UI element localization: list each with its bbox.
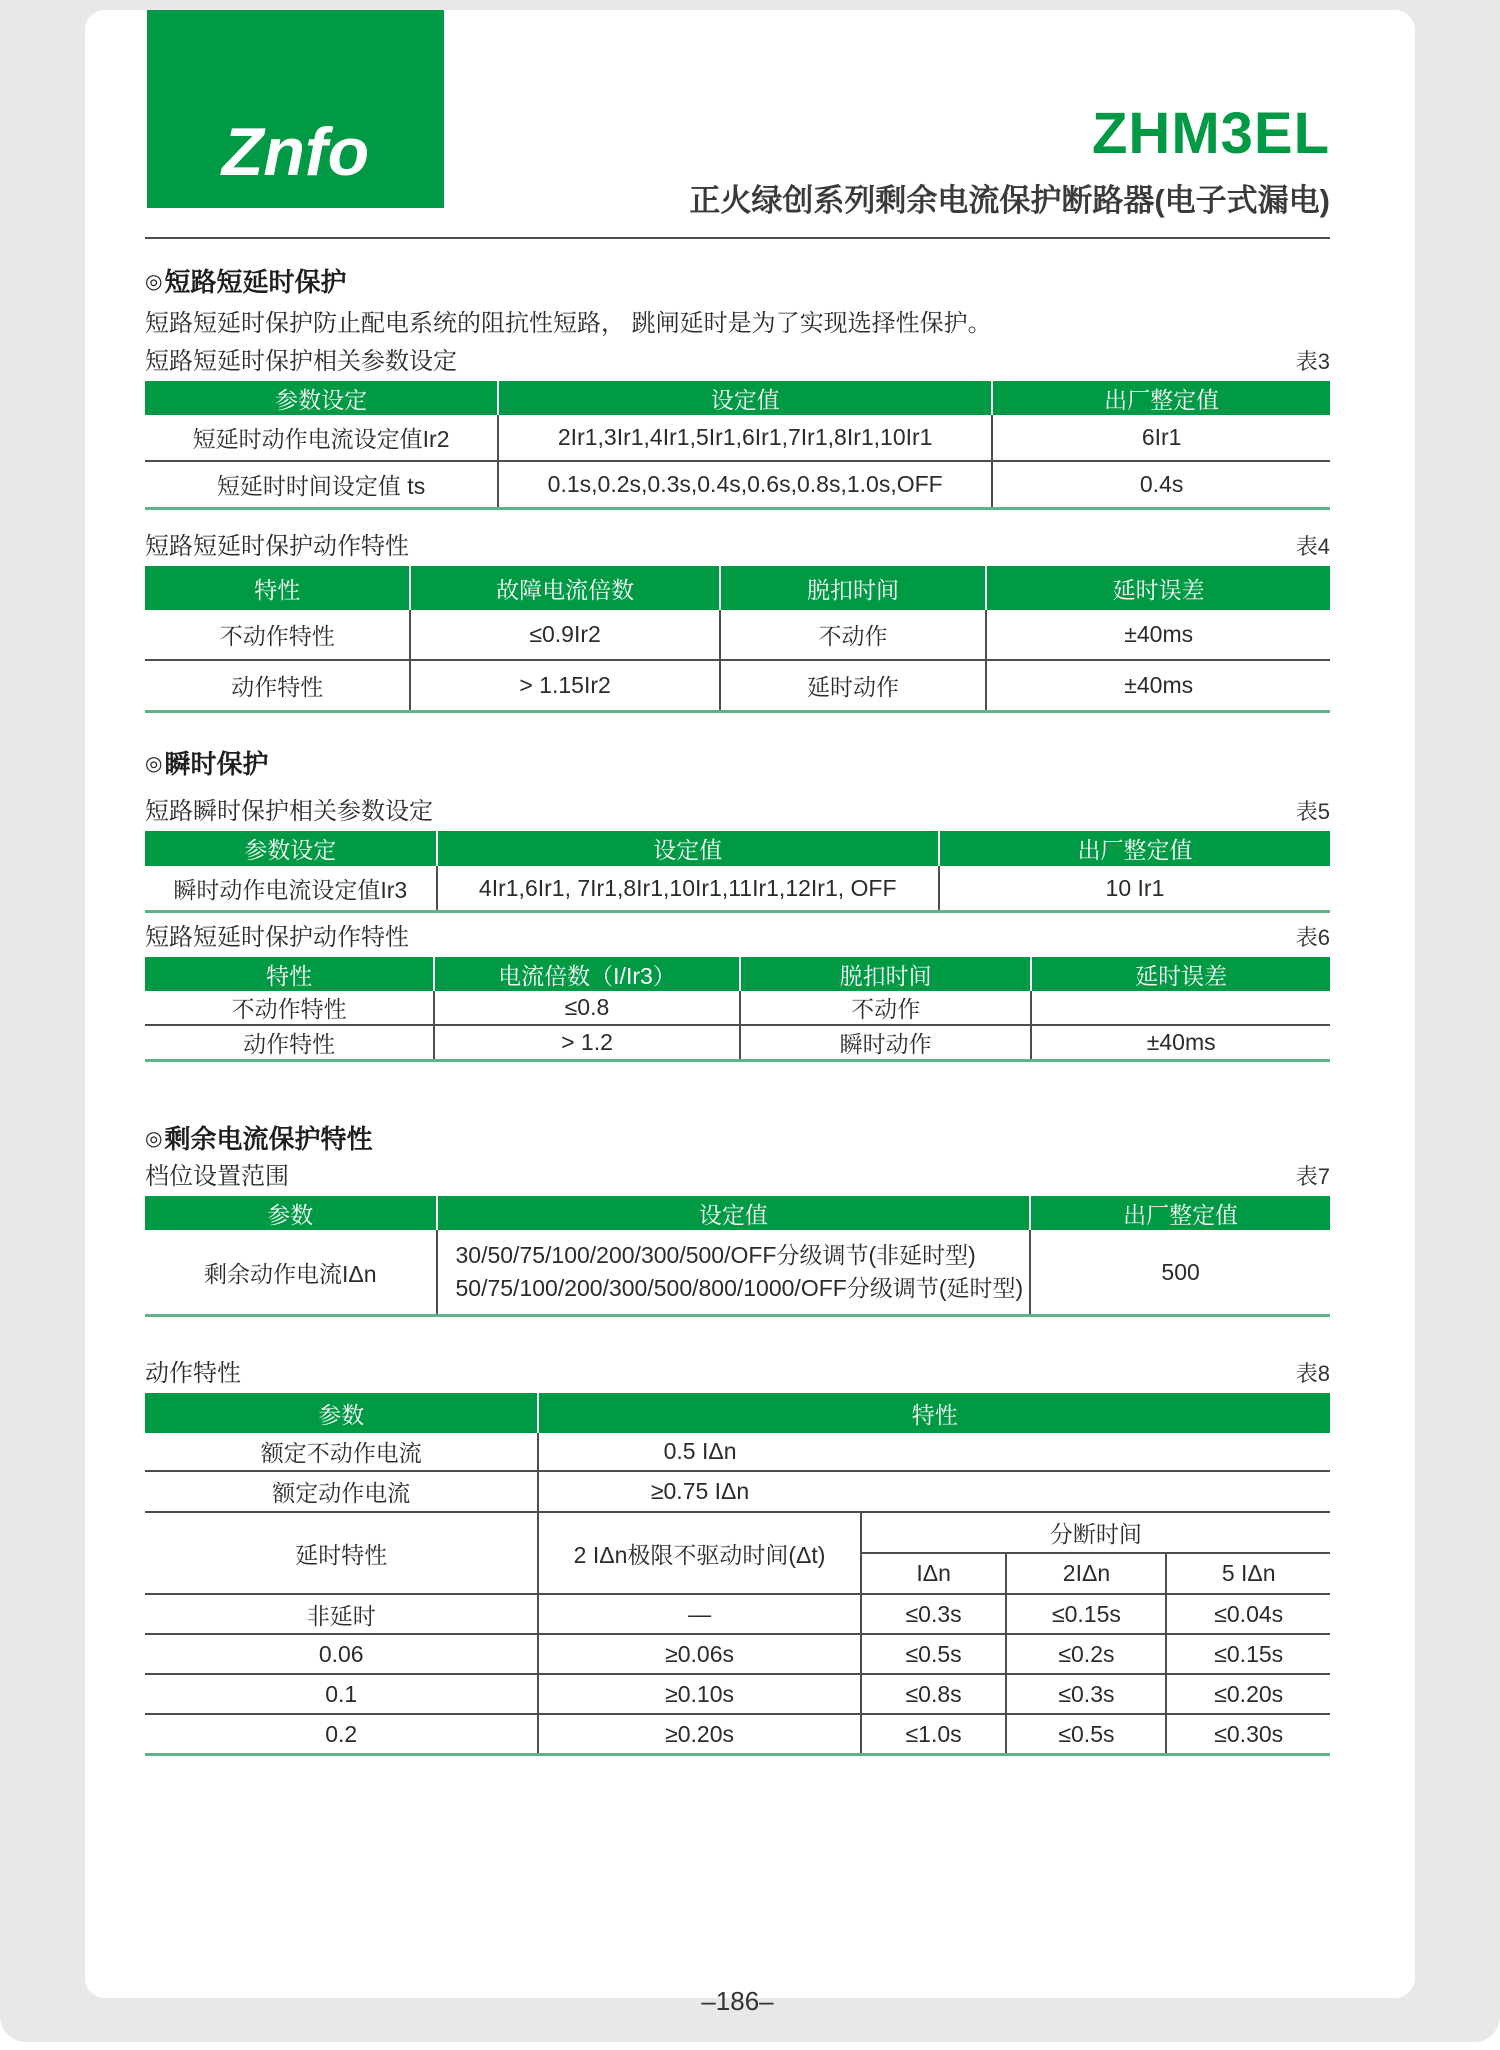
table-cell: 不动作特性 xyxy=(231,996,347,1022)
table-cell: 10 Ir1 xyxy=(939,866,1330,912)
table6-caption: 短路短延时保护动作特性 xyxy=(145,924,409,951)
column-header: 脱扣时间 xyxy=(740,957,1032,991)
table5-caption: 短路瞬时保护相关参数设定 xyxy=(145,798,433,825)
table-row xyxy=(145,1512,1330,1553)
table-row xyxy=(145,1634,1330,1674)
table5-tag: 表5 xyxy=(1295,799,1330,824)
brand-logo xyxy=(147,10,444,208)
table-cell xyxy=(1031,991,1330,1025)
table-8 xyxy=(145,1393,1330,1756)
column-header: 脱扣时间 xyxy=(720,566,987,610)
table-cell: 500 xyxy=(1030,1230,1330,1316)
page-number: –186– xyxy=(701,1986,774,2016)
table-row xyxy=(145,1433,1330,1471)
table-cell: 非延时 xyxy=(145,1594,538,1634)
table-cell: ≤0.2s xyxy=(1006,1634,1166,1674)
table5-caption-row xyxy=(145,799,1330,825)
column-header: 电流倍数（I/Ir3） xyxy=(434,957,740,991)
section-title-text: 瞬时保护 xyxy=(164,749,269,779)
table-cell: 2Ir1,3Ir1,4Ir1,5Ir1,6Ir1,7Ir1,8Ir1,10Ir1 xyxy=(498,415,992,461)
table-cell: ≥0.06s xyxy=(538,1634,860,1674)
table-cell: ≤0.8 xyxy=(434,991,740,1025)
table8-caption: 动作特性 xyxy=(145,1360,241,1387)
section-bullet-icon: ◎ xyxy=(145,1128,163,1150)
setting-line-non-delay: 30/50/75/100/200/300/500/OFF分级调节(非延时型) xyxy=(455,1242,976,1268)
table-cell: 短延时动作电流设定值Ir2 xyxy=(192,426,450,452)
table-cell: 2IΔn xyxy=(1006,1553,1166,1594)
table-cell: ≤0.5s xyxy=(1006,1714,1166,1755)
table-cell: 0.06 xyxy=(145,1634,538,1674)
section-title-short-delay xyxy=(145,267,1330,297)
table-row xyxy=(145,1471,1330,1512)
table-cell: ≥0.75 IΔn xyxy=(538,1471,860,1512)
table-cell: > 1.2 xyxy=(434,1025,740,1061)
table8-caption-row xyxy=(145,1361,1330,1387)
column-header: 故障电流倍数 xyxy=(410,566,719,610)
column-header: 设定值 xyxy=(498,381,992,415)
table-row xyxy=(145,1025,1330,1061)
table-cell: 延时动作 xyxy=(720,660,987,712)
product-model-title: ZHM3EL xyxy=(1092,101,1330,166)
table-cell: ≤1.0s xyxy=(861,1714,1007,1755)
section-description: 短路短延时保护防止配电系统的阻抗性短路， 跳闸延时是为了实现选择性保护。 xyxy=(145,310,992,337)
table-cell: 延时特性 xyxy=(145,1512,538,1594)
table-cell: ≥0.10s xyxy=(538,1674,860,1714)
table-header-row xyxy=(145,1393,1330,1433)
table-header-row xyxy=(145,831,1330,866)
table6-caption-row xyxy=(145,925,1330,951)
section-title-residual-current xyxy=(145,1124,1330,1154)
table3-caption-row xyxy=(145,349,1330,375)
table7-tag: 表7 xyxy=(1295,1164,1330,1189)
table3-caption: 短路短延时保护相关参数设定 xyxy=(145,348,457,375)
table-6 xyxy=(145,957,1330,1062)
column-header: 参数 xyxy=(145,1196,437,1230)
table-cell: 0.1s,0.2s,0.3s,0.4s,0.6s,0.8s,1.0s,OFF xyxy=(498,461,992,509)
table-cell: 剩余动作电流IΔn xyxy=(203,1260,377,1287)
table-cell: ≤0.5s xyxy=(861,1634,1007,1674)
column-header: 延时误差 xyxy=(1031,957,1330,991)
table-cell: 瞬时动作 xyxy=(740,1025,1032,1061)
table-cell: 分断时间 xyxy=(861,1512,1330,1553)
table8-tag: 表8 xyxy=(1295,1361,1330,1386)
column-header: 特性 xyxy=(145,957,434,991)
table-row xyxy=(145,866,1330,912)
table4-caption-row xyxy=(145,534,1330,560)
table-cell: 额定不动作电流 xyxy=(260,1440,422,1466)
table7-caption: 档位设置范围 xyxy=(145,1163,289,1190)
table-header-row xyxy=(145,381,1330,415)
section-title-instantaneous xyxy=(145,749,1330,779)
table-cell: 0.1 xyxy=(145,1674,538,1714)
column-header: 延时误差 xyxy=(986,566,1330,610)
table-cell: ±40ms xyxy=(1031,1025,1330,1061)
table-row xyxy=(145,461,1330,509)
table-cell: IΔn xyxy=(861,1553,1007,1594)
table-cell: 不动作特性 xyxy=(219,623,335,649)
table-row xyxy=(145,415,1330,461)
table-cell: 6Ir1 xyxy=(992,415,1330,461)
page-card xyxy=(85,10,1415,2016)
table-cell: ≤0.04s xyxy=(1166,1594,1330,1634)
table-row xyxy=(145,660,1330,712)
column-header: 参数 xyxy=(145,1393,538,1433)
table-cell: ±40ms xyxy=(986,660,1330,712)
table-cell: 2 IΔn极限不驱动时间(Δt) xyxy=(538,1512,860,1594)
table-cell: ≤0.15s xyxy=(1166,1634,1330,1674)
table-cell: 动作特性 xyxy=(145,1025,434,1061)
table-header-row xyxy=(145,566,1330,610)
table-cell: 短延时时间设定值 ts xyxy=(145,461,498,509)
column-header: 出厂整定值 xyxy=(992,381,1330,415)
table-cell-empty xyxy=(861,1433,1330,1471)
product-subtitle: 正火绿创系列剩余电流保护断路器(电子式漏电) xyxy=(689,183,1330,218)
table-cell: ≤0.20s xyxy=(1166,1674,1330,1714)
table-row xyxy=(145,1674,1330,1714)
table-cell: 额定动作电流 xyxy=(145,1471,538,1512)
table-row xyxy=(145,1230,1330,1316)
setting-line-delay: 50/75/100/200/300/500/800/1000/OFF分级调节(延时型) xyxy=(455,1275,1024,1301)
section-title-text: 短路短延时保护 xyxy=(164,267,347,297)
table-header-row xyxy=(145,957,1330,991)
table-cell: 0.2 xyxy=(145,1714,538,1755)
table4-tag: 表4 xyxy=(1295,534,1330,559)
table-cell: ≤0.3s xyxy=(861,1594,1007,1634)
table-row xyxy=(145,1594,1330,1634)
table-cell-empty xyxy=(861,1471,1330,1512)
table-cell: ≤0.8s xyxy=(861,1674,1007,1714)
table4-caption: 短路短延时保护动作特性 xyxy=(145,533,409,560)
table-cell: ≤0.9Ir2 xyxy=(410,610,719,660)
table-4 xyxy=(145,566,1330,713)
table-cell: 不动作 xyxy=(740,991,1032,1025)
table-cell: ≤0.30s xyxy=(1166,1714,1330,1755)
table6-tag: 表6 xyxy=(1295,925,1330,950)
table-cell: 4Ir1,6Ir1, 7Ir1,8Ir1,10Ir1,11Ir1,12Ir1, OFF xyxy=(437,866,939,912)
table-header-row xyxy=(145,1196,1330,1230)
table-cell: 瞬时动作电流设定值Ir3 xyxy=(173,876,408,903)
column-header: 特性 xyxy=(145,566,410,610)
table-cell: 动作特性 xyxy=(145,660,410,712)
table-cell xyxy=(437,1230,1031,1316)
table-cell: ≤0.15s xyxy=(1006,1594,1166,1634)
table-5 xyxy=(145,831,1330,913)
table-cell: > 1.15Ir2 xyxy=(410,660,719,712)
table3-tag: 表3 xyxy=(1295,349,1330,374)
table-cell: 不动作 xyxy=(720,610,987,660)
table-cell: — xyxy=(538,1594,860,1634)
table-7 xyxy=(145,1196,1330,1317)
brand-logo-text: Znfo xyxy=(221,114,370,190)
column-header: 设定值 xyxy=(437,831,939,866)
section-bullet-icon: ◎ xyxy=(145,753,163,775)
column-header: 出厂整定值 xyxy=(1030,1196,1330,1230)
table-cell: ≥0.20s xyxy=(538,1714,860,1755)
table7-caption-row xyxy=(145,1164,1330,1190)
table-row xyxy=(145,991,1330,1025)
section-title-text: 剩余电流保护特性 xyxy=(164,1124,373,1154)
column-header: 参数设定 xyxy=(145,381,498,415)
table-cell: ≤0.3s xyxy=(1006,1674,1166,1714)
table-3 xyxy=(145,381,1330,510)
table-cell: 0.4s xyxy=(992,461,1330,509)
column-header: 特性 xyxy=(538,1393,1330,1433)
column-header: 参数设定 xyxy=(145,831,437,866)
page-header xyxy=(145,10,1330,239)
table-cell: 5 IΔn xyxy=(1166,1553,1330,1594)
column-header: 出厂整定值 xyxy=(939,831,1330,866)
table-cell: 0.5 IΔn xyxy=(538,1433,860,1471)
section-bullet-icon: ◎ xyxy=(145,271,163,293)
table-row xyxy=(145,610,1330,660)
column-header: 设定值 xyxy=(437,1196,1031,1230)
table-cell: ±40ms xyxy=(986,610,1330,660)
table-row xyxy=(145,1714,1330,1755)
